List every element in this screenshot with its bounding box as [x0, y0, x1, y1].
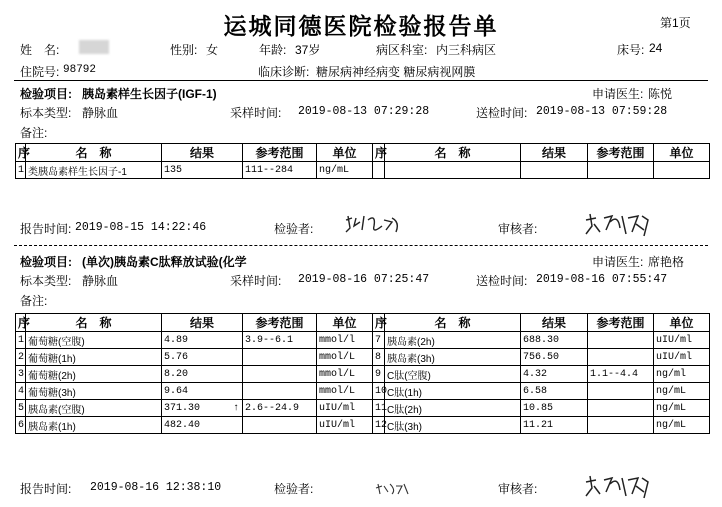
col-result: 结果 [162, 144, 243, 162]
r2-reviewer-label: 审核者: [498, 482, 538, 496]
r1-remark-label: 备注: [20, 126, 48, 140]
row-no: 10 [373, 383, 385, 400]
age-value: 37岁 [295, 43, 321, 57]
col-result: 结果 [162, 314, 243, 332]
abnormal-flag: ↑ [232, 402, 239, 414]
col-unit: 单位 [317, 144, 373, 162]
row-no: 2 [16, 349, 26, 366]
row-no: 1 [16, 162, 26, 179]
row-unit: ng/mL [317, 162, 373, 179]
r2-item-label: 检验项目: [20, 255, 72, 269]
bed-label: 床号: [617, 43, 645, 57]
col-range: 参考范围 [243, 144, 317, 162]
row-range: 2.6--24.9 [243, 400, 317, 417]
diagnosis-value: 糖尿病神经病变 糖尿病视网膜 [316, 65, 476, 79]
r1-collect-time: 2019-08-13 07:29:28 [298, 105, 430, 118]
row-unit: uIU/ml [654, 349, 710, 366]
age-label: 年龄: [259, 43, 287, 57]
row-no: 9 [373, 366, 385, 383]
row-unit: mmol/L [317, 383, 373, 400]
r1-doctor-label: 申请医生: [592, 87, 644, 101]
row-result: 8.20 [162, 366, 243, 383]
row-result: 4.32 [521, 366, 588, 383]
r1-reviewer-label: 审核者: [498, 222, 538, 236]
row-no: 12 [373, 417, 385, 434]
r2-result-table [15, 313, 710, 434]
row-range [588, 383, 654, 400]
col-no: 序 [16, 144, 26, 162]
r1-doctor-value: 陈悦 [648, 87, 673, 101]
r2-send-time: 2019-08-16 07:55:47 [536, 273, 668, 286]
row-name: 胰岛素(1h) [26, 417, 162, 434]
page-number: 第1页 [660, 16, 691, 30]
r2-send-label: 送检时间: [476, 274, 528, 288]
admission-value: 98792 [63, 64, 97, 76]
row-result: 4.89 [162, 332, 243, 349]
row-unit [654, 162, 710, 179]
row-name: 胰岛素(2h) [385, 332, 521, 349]
row-no: 8 [373, 349, 385, 366]
row-no: 1 [16, 332, 26, 349]
table-row [16, 383, 710, 400]
r2-specimen-value: 静脉血 [82, 274, 119, 288]
row-result: 9.64 [162, 383, 243, 400]
col-range: 参考范围 [588, 314, 654, 332]
row-name [385, 162, 521, 179]
table-row [16, 400, 710, 417]
row-range [588, 417, 654, 434]
row-unit: ng/mL [654, 417, 710, 434]
tester-signature [374, 480, 414, 498]
name-label: 姓 名: [20, 43, 60, 57]
row-unit: mmol/L [317, 349, 373, 366]
row-result: 482.40 [162, 417, 243, 434]
row-range: 3.9--6.1 [243, 332, 317, 349]
table-row [16, 349, 710, 366]
r1-item-value: 胰岛素样生长因子(IGF-1) [82, 87, 217, 101]
section-divider [14, 245, 708, 246]
row-range [243, 349, 317, 366]
r1-tester-label: 检验者: [274, 222, 314, 236]
row-name: 葡萄糖(1h) [26, 349, 162, 366]
row-name: 葡萄糖(空腹) [26, 332, 162, 349]
col-no: 序 [373, 144, 385, 162]
col-result: 结果 [521, 314, 588, 332]
r2-doctor-label: 申请医生: [592, 255, 644, 269]
col-result: 结果 [521, 144, 588, 162]
table-row [16, 162, 710, 179]
row-range [588, 400, 654, 417]
row-unit: ng/mL [654, 383, 710, 400]
r1-send-label: 送检时间: [476, 106, 528, 120]
row-name: 葡萄糖(2h) [26, 366, 162, 383]
col-name: 名 称 [26, 144, 162, 162]
r2-remark-label: 备注: [20, 294, 48, 308]
r1-table-header [16, 144, 710, 162]
row-unit: ng/mL [654, 400, 710, 417]
col-unit: 单位 [654, 144, 710, 162]
row-name: C肽(空腹) [385, 366, 521, 383]
col-name: 名 称 [385, 314, 521, 332]
row-result: 6.58 [521, 383, 588, 400]
r2-doctor-value: 席艳格 [648, 255, 685, 269]
col-no: 序 [16, 314, 26, 332]
ward-value: 内三科病区 [436, 43, 497, 57]
row-result: 5.76 [162, 349, 243, 366]
r1-send-time: 2019-08-13 07:59:28 [536, 105, 668, 118]
row-unit: uIU/ml [317, 400, 373, 417]
row-range: 1.1--4.4 [588, 366, 654, 383]
row-name: C肽(3h) [385, 417, 521, 434]
r1-report-time: 2019-08-15 14:22:46 [75, 221, 207, 234]
r1-collect-label: 采样时间: [230, 106, 282, 120]
col-unit: 单位 [317, 314, 373, 332]
redacted-name [79, 40, 109, 54]
row-range: 111--284 [243, 162, 317, 179]
r2-table-header [16, 314, 710, 332]
row-name: 葡萄糖(3h) [26, 383, 162, 400]
r1-specimen-value: 静脉血 [82, 106, 119, 120]
row-name: C肽(2h) [385, 400, 521, 417]
col-range: 参考范围 [588, 144, 654, 162]
row-range [243, 383, 317, 400]
row-range [588, 332, 654, 349]
r2-report-time: 2019-08-16 12:38:10 [90, 481, 222, 494]
header-divider [14, 80, 708, 81]
sex-value: 女 [206, 43, 219, 57]
r2-tester-label: 检验者: [274, 482, 314, 496]
row-result: 688.30 [521, 332, 588, 349]
table-row [16, 417, 710, 434]
tester-signature [342, 212, 412, 238]
row-result: 10.85 [521, 400, 588, 417]
col-name: 名 称 [385, 144, 521, 162]
r1-report-time-label: 报告时间: [20, 222, 72, 236]
bed-value: 24 [649, 41, 663, 55]
row-name: C肽(1h) [385, 383, 521, 400]
row-name: 胰岛素(空腹) [26, 400, 162, 417]
reviewer-signature [582, 210, 662, 240]
diagnosis-label: 临床诊断: [258, 65, 310, 79]
r1-item-label: 检验项目: [20, 87, 72, 101]
r1-specimen-label: 标本类型: [20, 106, 72, 120]
row-unit: mmol/L [317, 366, 373, 383]
row-no: 3 [16, 366, 26, 383]
ward-label: 病区科室: [376, 43, 428, 57]
reviewer-signature [582, 472, 662, 502]
col-range: 参考范围 [243, 314, 317, 332]
row-result: 11.21 [521, 417, 588, 434]
report-title: 运城同德医院检验报告单 [223, 13, 499, 40]
table-row [16, 332, 710, 349]
row-unit: mmol/l [317, 332, 373, 349]
row-result [162, 400, 243, 417]
r2-item-value: (单次)胰岛素C肽释放试验(化学 [82, 255, 247, 269]
row-unit: uIU/ml [317, 417, 373, 434]
row-name: 胰岛素(3h) [385, 349, 521, 366]
r2-collect-time: 2019-08-16 07:25:47 [298, 273, 430, 286]
row-no: 11 [373, 400, 385, 417]
row-unit: ng/ml [654, 366, 710, 383]
row-no: 7 [373, 332, 385, 349]
r2-report-time-label: 报告时间: [20, 482, 72, 496]
r2-collect-label: 采样时间: [230, 274, 282, 288]
row-no: 4 [16, 383, 26, 400]
row-no [373, 162, 385, 179]
r1-result-table [15, 143, 710, 179]
col-unit: 单位 [654, 314, 710, 332]
table-row [16, 366, 710, 383]
col-name: 名 称 [26, 314, 162, 332]
row-result [521, 162, 588, 179]
result-value: 371.30 [164, 402, 201, 414]
row-range [243, 366, 317, 383]
row-range [588, 349, 654, 366]
row-no: 5 [16, 400, 26, 417]
row-unit: uIU/ml [654, 332, 710, 349]
row-result: 756.50 [521, 349, 588, 366]
col-no: 序 [373, 314, 385, 332]
row-result: 135 [162, 162, 243, 179]
admission-label: 住院号: [20, 65, 60, 79]
sex-label: 性别: [170, 43, 198, 57]
row-range [243, 417, 317, 434]
row-range [588, 162, 654, 179]
row-no: 6 [16, 417, 26, 434]
r2-specimen-label: 标本类型: [20, 274, 72, 288]
row-name: 类胰岛素样生长因子-1 [26, 162, 162, 179]
